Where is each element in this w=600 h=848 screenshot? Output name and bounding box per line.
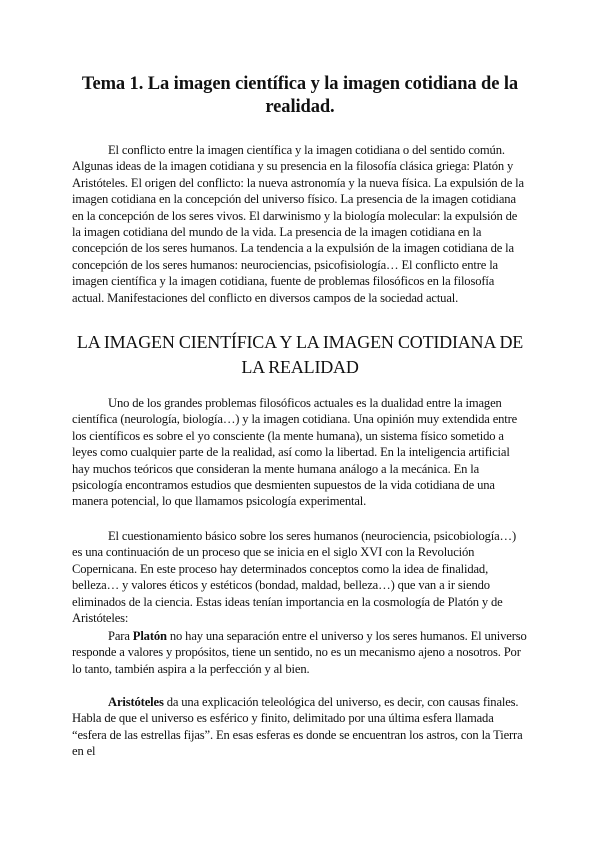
topic-summary: El conflicto entre la imagen científica y la imagen cotidiana o del sentido común. Algunas ideas de la imagen cotidiana y su presencia en la filosofía clásica griega: Platón y Aristóteles. El origen del conflicto: la nueva astronomía y la nueva física. La expulsión de la imagen cotidiana en la concepción del universo físico. La presencia de la imagen cotidiana en la concepción de los seres vivos. El darwinismo y la biología molecular: la expulsión de la imagen cotidiana del mundo de la vida. La presencia de la imagen cotidiana en la concepción de los seres humanos. La tendencia a la expulsión de la imagen cotidiana de la concepción de los seres humanos: neurociencias, psicofisiología… El conflicto entre la imagen científica y la imagen cotidiana, fuente de problemas filosóficos en la filosofía actual. Manifestaciones del conflicto en diversos campos de la sociedad actual. [72,143,524,305]
aristoteles-name: Aristóteles [108,695,164,709]
paragraph-aristoteles-text: da una explicación teleológica del universo, es decir, con causas finales. Habla de que el universo es esférico y finito, delimitado por una última esfera llamada “esfera de las estrellas fijas”. En esas esferas es donde se encuentran los astros, con la Tierra en el [72,695,523,759]
section-heading: LA IMAGEN CIENTÍFICA Y LA IMAGEN COTIDIANA DE LA REALIDAD [76,332,524,377]
paragraph-aristoteles [72,694,528,760]
platon-name: Platón [132,629,167,643]
paragraph-platon-lead: Para [108,629,133,643]
paragraph-dualidad: Uno de los grandes problemas filosóficos actuales es la dualidad entre la imagen científica (neurología, biología…) y la imagen cotidiana. Una opinión muy extendida entre los científicos es sobre el yo consciente (la mente humana), un sistema físico sometido a leyes como cualquier parte de la realidad, así como la libertad. En la inteligencia artificial hay muchos teóricos que consideran la mente humana análogo a la mecánica. En la psicología encontramos estudios que desmienten supuestos de la vida cotidiana de una manera potencial, lo que llamamos psicología experimental. [72,396,518,509]
document-title: Tema 1. La imagen científica y la imagen cotidiana de la realidad. [81,74,519,117]
paragraph-cuestionamiento: El cuestionamiento básico sobre los seres humanos (neurociencia, psicobiología…) es una continuación de un proceso que se inicia en el siglo XVI con la Revolución Copernicana. En este proceso hay determinados conceptos como la idea de finalidad, belleza… y valores éticos y estéticos (bondad, maldad, belleza…) que van a ir siendo eliminados de la ciencia. Estas ideas tenían importancia en la cosmología de Platón y de Aristóteles: [72,529,517,626]
paragraph-platon [72,628,528,677]
paragraph-platon-text: no hay una separación entre el universo y los seres humanos. El universo responde a valores y propósitos, tiene un sentido, no es un mecanismo ajeno a nosotros. Por lo tanto, también aspira a la perfección y al bien. [72,629,527,676]
